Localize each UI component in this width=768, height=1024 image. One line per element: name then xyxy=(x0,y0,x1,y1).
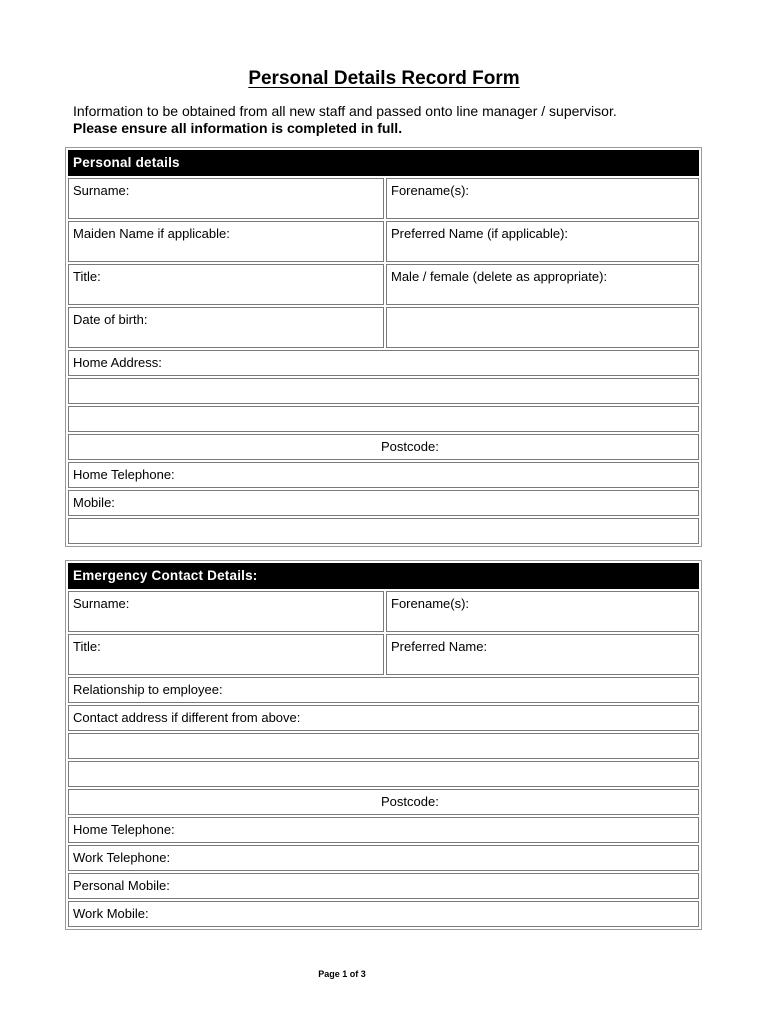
dob-field[interactable] xyxy=(68,307,384,348)
home-telephone-label: Home Telephone: xyxy=(73,467,175,482)
gender-field[interactable] xyxy=(386,264,699,305)
relationship-field[interactable] xyxy=(68,677,699,703)
address-line-field[interactable] xyxy=(68,761,699,787)
preferred-name-label: Preferred Name (if applicable): xyxy=(391,226,569,241)
page-number: Page 1 of 3 xyxy=(318,969,366,979)
personal-details-header: Personal details xyxy=(68,150,699,176)
personal-details-section xyxy=(65,147,702,547)
emergency-preferred-name-label: Preferred Name: xyxy=(391,639,488,654)
forename-field[interactable] xyxy=(386,178,699,219)
blank-field[interactable] xyxy=(386,307,699,348)
address-line-field[interactable] xyxy=(68,733,699,759)
contact-address-label: Contact address if different from above: xyxy=(73,710,301,725)
emergency-postcode-field[interactable] xyxy=(68,789,699,815)
emergency-forename-label: Forename(s): xyxy=(391,596,470,611)
intro-line: Information to be obtained from all new staff and passed onto line manager / supervisor. xyxy=(73,103,617,119)
home-telephone-field[interactable] xyxy=(68,462,699,488)
surname-field[interactable] xyxy=(68,178,384,219)
emergency-home-telephone-field[interactable] xyxy=(68,817,699,843)
mobile-field[interactable] xyxy=(68,490,699,516)
emergency-surname-label: Surname: xyxy=(73,596,130,611)
emergency-contact-section xyxy=(65,560,702,930)
emergency-home-telephone-label: Home Telephone: xyxy=(73,822,175,837)
home-address-field[interactable] xyxy=(68,350,699,376)
emergency-contact-header: Emergency Contact Details: xyxy=(68,563,699,589)
address-line-field[interactable] xyxy=(68,406,699,432)
maiden-name-label: Maiden Name if applicable: xyxy=(73,226,230,241)
work-mobile-field[interactable] xyxy=(68,901,699,927)
title-label: Title: xyxy=(73,269,101,284)
emergency-title-label: Title: xyxy=(73,639,101,654)
address-line-field[interactable] xyxy=(68,378,699,404)
relationship-label: Relationship to employee: xyxy=(73,682,223,697)
intro-instruction: Please ensure all information is completed in full. xyxy=(73,120,403,136)
page-title: Personal Details Record Form xyxy=(248,68,520,89)
emergency-postcode-label: Postcode: xyxy=(381,794,439,809)
extra-field[interactable] xyxy=(68,518,699,544)
emergency-preferred-name-field[interactable] xyxy=(386,634,699,675)
surname-label: Surname: xyxy=(73,183,130,198)
maiden-name-field[interactable] xyxy=(68,221,384,262)
dob-label: Date of birth: xyxy=(73,312,148,327)
postcode-field[interactable] xyxy=(68,434,699,460)
work-telephone-field[interactable] xyxy=(68,845,699,871)
intro-text xyxy=(73,103,713,137)
personal-mobile-label: Personal Mobile: xyxy=(73,878,170,893)
contact-address-field[interactable] xyxy=(68,705,699,731)
work-mobile-label: Work Mobile: xyxy=(73,906,149,921)
personal-mobile-field[interactable] xyxy=(68,873,699,899)
emergency-title-field[interactable] xyxy=(68,634,384,675)
work-telephone-label: Work Telephone: xyxy=(73,850,171,865)
emergency-forename-field[interactable] xyxy=(386,591,699,632)
postcode-label: Postcode: xyxy=(381,439,439,454)
preferred-name-field[interactable] xyxy=(386,221,699,262)
mobile-label: Mobile: xyxy=(73,495,115,510)
title-field[interactable] xyxy=(68,264,384,305)
home-address-label: Home Address: xyxy=(73,355,162,370)
gender-label: Male / female (delete as appropriate): xyxy=(391,269,608,284)
emergency-surname-field[interactable] xyxy=(68,591,384,632)
forename-label: Forename(s): xyxy=(391,183,470,198)
